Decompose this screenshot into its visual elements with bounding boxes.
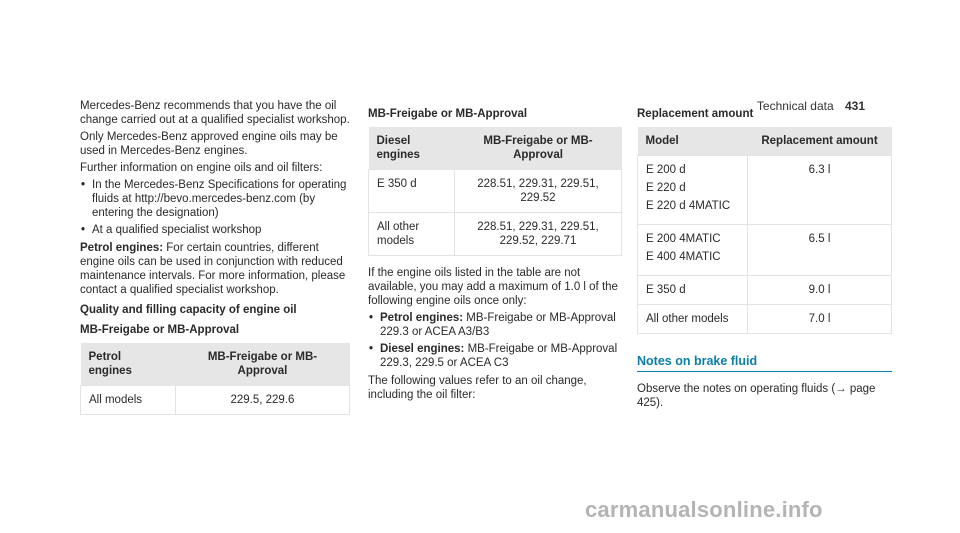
replacement-amount-table (637, 127, 892, 334)
table-cell: 9.0 l (748, 276, 892, 305)
table-cell: 229.5, 229.6 (175, 386, 349, 415)
paragraph: Only Mercedes-Benz approved engine oils may be used in Mercedes-Benz engines. (80, 131, 338, 157)
table-header: Diesel engines (369, 127, 455, 170)
table-cell: 6.5 l (748, 225, 892, 276)
bullet-text: MB-Freigabe or MB-Approval 229.3, 229.5 or ACEA C3 (380, 343, 618, 369)
column-3 (637, 107, 892, 413)
model-name: E 220 d (646, 182, 686, 194)
section-heading: MB-Freigabe or MB-Approval (368, 108, 528, 120)
table-row (369, 213, 622, 256)
table-cell: All models (81, 386, 176, 415)
engine-oil-list (368, 311, 622, 370)
table-cell (638, 225, 748, 276)
bullet-label: Petrol engines: (380, 312, 464, 324)
section-heading: Quality and filling capacity of engine oil (80, 304, 297, 316)
table-cell: E 350 d (369, 170, 455, 213)
table-cell: 228.51, 229.31, 229.51, 229.52, 229.71 (454, 213, 621, 256)
column-1 (80, 99, 350, 425)
table-row (81, 386, 350, 415)
section-heading: Replacement amount (637, 108, 754, 120)
model-name: E 200 4MATIC (646, 233, 721, 245)
paragraph: Further information on engine oils and oil filters: (80, 162, 323, 174)
section-title: Technical data (756, 99, 834, 113)
table-cell (638, 156, 748, 225)
petrol-label: Petrol engines: (80, 242, 164, 254)
table-cell: All other models (638, 305, 748, 334)
table-cell: 7.0 l (748, 305, 892, 334)
table-cell: E 350 d (638, 276, 748, 305)
model-name: E 200 d (646, 164, 686, 176)
notes-heading: Notes on brake fluid (637, 354, 892, 372)
table-cell: All other models (369, 213, 455, 256)
list-item: • At a qualified specialist workshop (80, 223, 350, 237)
watermark-text: carmanualsonline.info (585, 497, 823, 522)
bullet-text: MB-Freigabe or MB-Approval 229.3 or ACEA A3/B3 (380, 312, 616, 338)
model-name: E 400 4MATIC (646, 251, 721, 263)
page-number: 431 (844, 99, 865, 113)
table-header: Replacement amount (748, 127, 892, 156)
table-cell: 228.51, 229.31, 229.51, 229.52 (454, 170, 621, 213)
list-item: • In the Mercedes-Benz Specifications for operating fluids at http://bevo.mercedes-benz.com (by entering the designation) (80, 178, 350, 220)
info-list (80, 178, 350, 237)
petrol-text: For certain countries, different engine oils can be used in conjunction with reduced maintenance intervals. For more information, please contact a qualified specialist workshop. (80, 242, 346, 296)
subsection-heading: MB-Freigabe or MB-Approval (80, 324, 240, 336)
table-row (638, 156, 892, 225)
diesel-oil-table (368, 127, 622, 256)
table-header: Model (638, 127, 748, 156)
table-row (638, 305, 892, 334)
table-header: MB-Freigabe or MB-Approval (454, 127, 621, 170)
column-2 (368, 107, 622, 405)
table-header: MB-Freigabe or MB-Approval (175, 343, 349, 386)
paragraph (80, 241, 350, 297)
table-row (638, 225, 892, 276)
bullet-label: Diesel engines: (380, 343, 465, 355)
table-row (369, 170, 622, 213)
paragraph: Mercedes-Benz recommends that you have the oil change carried out at a qualified specialist workshop. (80, 100, 350, 126)
table-cell: 6.3 l (748, 156, 892, 225)
list-item (368, 311, 622, 339)
model-name: E 220 d 4MATIC (646, 200, 731, 212)
petrol-oil-table (80, 343, 350, 415)
paragraph: Observe the notes on operating fluids (→ page 425). (637, 383, 876, 409)
list-item (368, 342, 622, 370)
paragraph: If the engine oils listed in the table are not available, you may add a maximum of 1.0 l of the following engine oils once only: (368, 267, 618, 307)
paragraph: The following values refer to an oil change, including the oil filter: (368, 375, 587, 401)
table-header: Petrol engines (81, 343, 176, 386)
table-row (638, 276, 892, 305)
